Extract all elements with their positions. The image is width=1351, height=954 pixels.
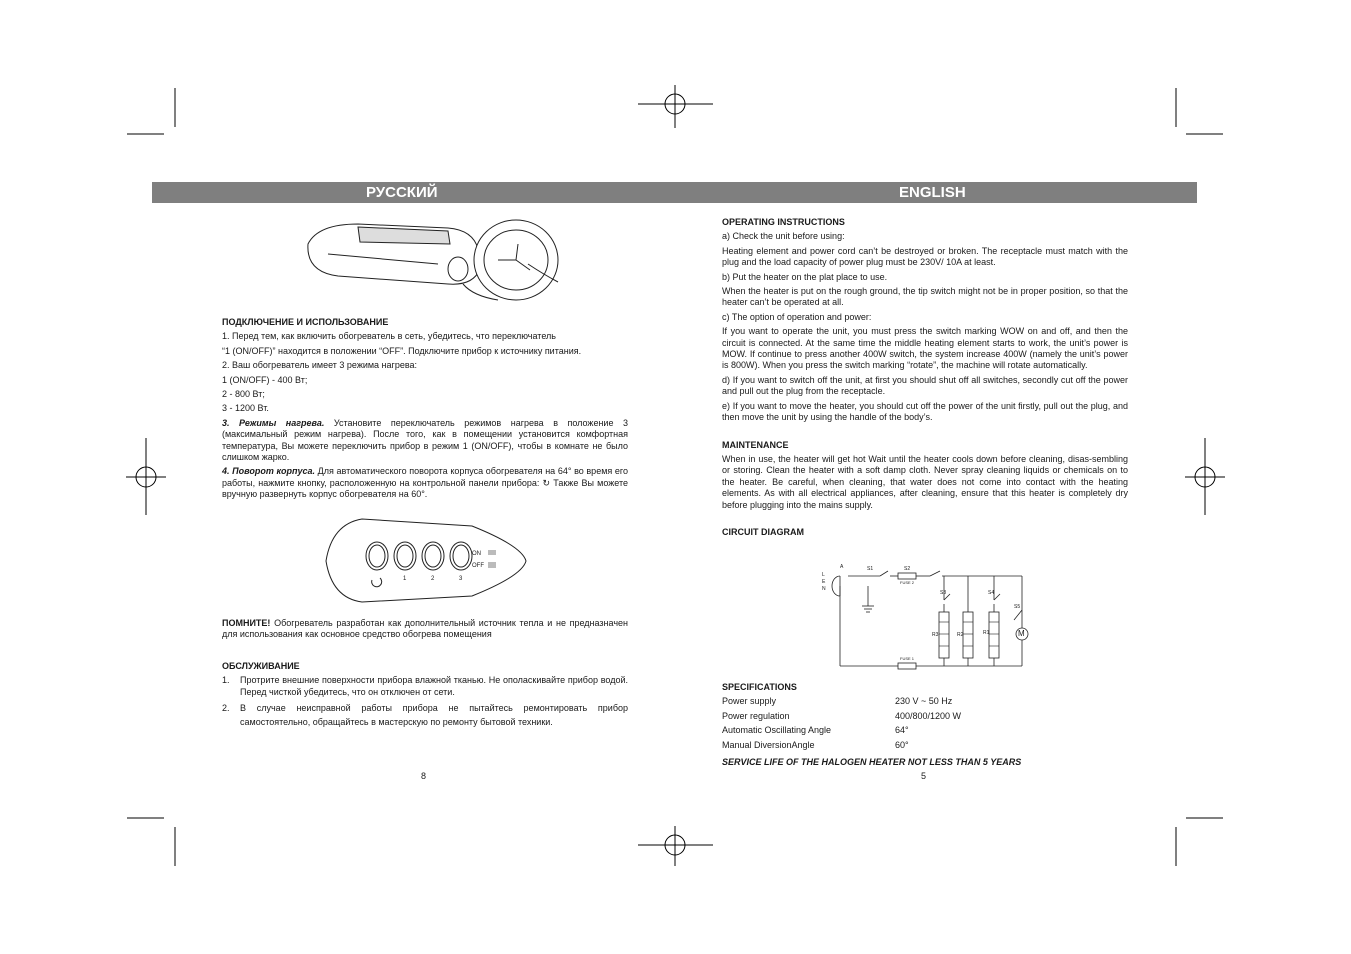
russian-header-title: РУССКИЙ [366,184,438,201]
remember-paragraph [222,618,628,641]
spec-value: 230 V ~ 50 Hz [895,696,953,707]
control-panel-illustration [322,516,528,606]
operating-e: e) If you want to move the heater, you should cut off the power of the unit firstly, pull out the plug, and then move the unit by using the handle of the body’s. [722,400,1128,423]
spec-label: Manual DiversionAngle [722,739,815,750]
circuit-label-s1: S1 [867,566,874,572]
operating-b: b) Put the heater on the plat place to use. [722,271,888,282]
spec-label: Power supply [722,696,777,707]
panel-button-2-label: 2 [431,576,435,582]
circuit-label-e: E [822,579,826,585]
connect-paragraph-3: 2. Ваш обогреватель имеет 3 режима нагрева: [222,360,418,371]
remember-text: Обогреватель разработан как дополнительный источник тепла и не предназначен для использования как основное средство обогрева помещения [222,618,628,640]
circuit-label-fuse1: FUSE 1 [900,656,915,661]
circuit-label-s4: S4 [988,590,995,596]
circuit-title: CIRCUIT DIAGRAM [722,526,804,537]
circuit-label-n: N [822,586,826,592]
heater-illustration [298,214,558,304]
russian-column-lower [222,618,628,729]
operating-c-text: If you want to operate the unit, you must press the switch marking WOW on and off, and then the circuit is connected. At the same time the middle heating element starts to work, the unit’s power is MOW. If continue to press another 400W switch, the system increase 400W (namely the unit’s power is 800W). When you press the switch marking “rotate”, the machine will rotate automatically. [722,326,1128,371]
panel-on-label: ON [472,551,481,557]
circuit-label-l: L [822,572,825,578]
panel-button-1-label: 1 [403,576,407,582]
service-title: ОБСЛУЖИВАНИЕ [222,660,300,671]
operating-title: OPERATING INSTRUCTIONS [722,217,845,227]
rotation-text: Для автоматического поворота корпуса обогревателя на 64° во время его работы, нажмите кнопку, расположенную на контрольной панели прибора: ↻ Также Вы можете вручную развернуть корпус обогревателя на 60°. [222,466,628,500]
panel-button-3-label: 3 [459,576,463,582]
service-item-2 [222,701,628,729]
service-item-1-number: 1. [222,675,230,686]
service-item-2-number: 2. [222,703,230,714]
specifications-table [722,696,1128,751]
heating-modes-text: Установите переключатель режимов нагрева в положение 3 (максимальный режим нагрева). После того, как в помещении установится комфортная температура, Вы можете переключить прибор в режим 1 (ON/OFF), чтобы в комнате не было слишком жарко. [222,417,628,463]
circuit-label-s5: S5 [1014,604,1021,610]
operating-a-text: Heating element and power cord can’t be destroyed or broken. The receptacle must match with the plug and the load capacity of power plug must be 230V/ 10A at least. [722,245,1128,268]
spec-value: 400/800/1200 W [895,710,962,721]
mode-3: 3 - 1200 Вт. [222,403,269,414]
circuit-label-s2: S2 [904,566,911,572]
circuit-label-r2: R2 [957,632,964,638]
specifications-title: SPECIFICATIONS [722,682,797,692]
english-header-bar [675,182,1197,203]
operating-a: a) Check the unit before using: [722,231,845,242]
english-page-number: 5 [921,771,927,781]
service-item-1-text: Протрите внешние поверхности прибора влажной тканью. Не ополаскивайте прибор водой. Перед чисткой убедитесь, что он отключен от сети. [240,675,628,697]
connect-paragraph-2: “1 (ON/OFF)” находится в положении “OFF”. Подключите прибор к источнику питания. [222,345,582,356]
operating-c: c) The option of operation and power: [722,311,872,322]
maintenance-text: When in use, the heater will get hot Wait until the heater cools down before cleaning, disas-sembling or storing. Clean the heater with a soft damp cloth. Never spray cleaning liquids or chemicals on to the heater. Be careful, when cleaning, that water does not come into contact with the heating elements. As with all electrical appliances, after cleaning, ensure that this heater is completely dry before plugging into the mains supply. [722,453,1128,510]
spec-label: Power regulation [722,710,790,721]
circuit-label-r1: R1 [983,630,990,636]
mode-1: 1 (ON/OFF) - 400 Вт; [222,374,308,385]
heating-modes-label: 3. Режимы нагрева. [222,417,325,428]
circuit-label-r3: R3 [932,632,939,638]
spec-value: 64° [895,725,909,736]
panel-off-label: OFF [472,563,484,569]
circuit-label-a: A [840,564,844,570]
english-header-title: ENGLISH [899,184,966,201]
circuit-motor-label: M [1018,629,1025,638]
english-column [722,217,1128,541]
operating-d: d) If you want to switch off the unit, at first you should shut off all switches, secondly cut off the power and pull out the plug from the receptacle. [722,374,1128,397]
service-life-note: SERVICE LIFE OF THE HALOGEN HEATER NOT LESS THAN 5 YEARS [722,757,1022,768]
spec-value: 60° [895,739,909,750]
russian-column [222,317,628,504]
maintenance-title: MAINTENANCE [722,439,789,450]
spec-label: Automatic Oscillating Angle [722,725,832,736]
russian-header-bar [152,182,675,203]
remember-label: ПОМНИТЕ! [222,618,271,628]
service-item-2-text: В случае неисправной работы прибора не пытайтесь ремонтировать прибор самостоятельно, обращайтесь в мастерскую по ремонту бытовой техники. [240,703,628,728]
circuit-diagram [818,562,1038,672]
rotation-label: 4. Поворот корпуса. [222,466,316,477]
mode-2: 2 - 800 Вт; [222,389,265,400]
connect-title: ПОДКЛЮЧЕНИЕ И ИСПОЛЬЗОВАНИЕ [222,317,389,327]
russian-page-number: 8 [421,771,427,781]
rotation-paragraph [222,466,628,500]
circuit-label-fuse2: FUSE 2 [900,580,915,585]
specifications-section [722,682,1128,771]
circuit-label-s3: S3 [940,590,947,596]
heating-modes-paragraph [222,418,628,464]
service-item-1 [222,675,628,698]
connect-paragraph-1: 1. Перед тем, как включить обогреватель в сеть, убедитесь, что переключатель [222,331,556,342]
operating-b-text: When the heater is put on the rough ground, the tip switch might not be in proper position, so that the heater can’t be operated at all. [722,286,1128,308]
